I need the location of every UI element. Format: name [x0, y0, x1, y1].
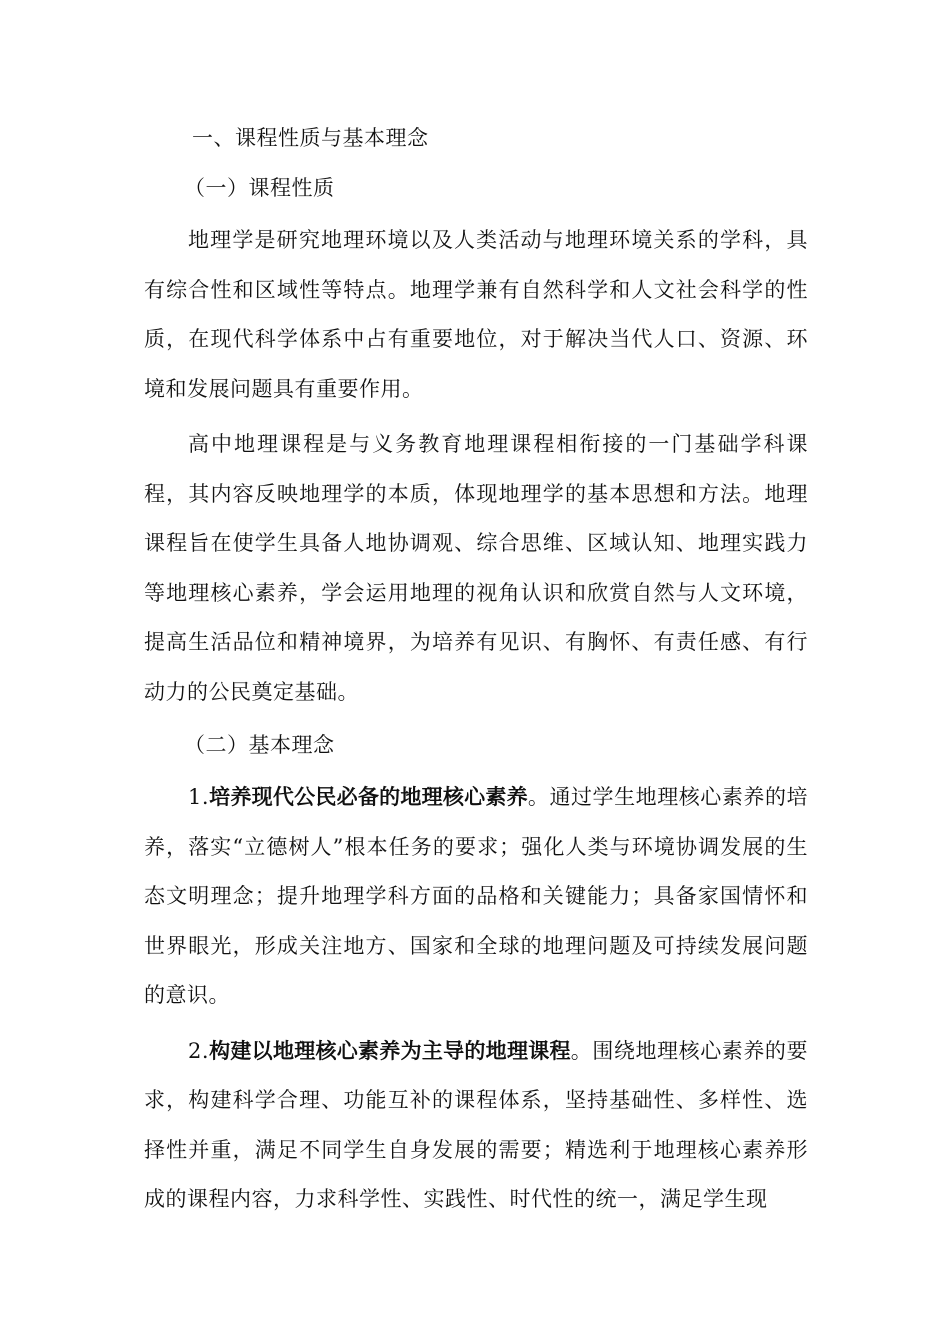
subsection-title-basic-concepts: （二）基本理念	[184, 733, 335, 757]
document-body	[144, 116, 808, 1231]
item-body-text: 。围绕地理核心素养的要求，构建科学合理、功能互补的课程体系，坚持基础性、多样性、选择性并重，满足不同学生自身发展的需要；精选利于地理核心素养形成的课程内容，力求科学性、实践性、时代性的统一，满足学生现	[144, 1038, 808, 1211]
section-title: 一、课程性质与基本理念	[192, 126, 429, 150]
item-bold-heading: 构建以地理核心素养为主导的地理课程	[209, 1038, 571, 1063]
item-number: 1.	[188, 785, 210, 809]
list-item-concept-2	[144, 1027, 808, 1225]
paragraph-high-school-course: 高中地理课程是与义务教育地理课程相衔接的一门基础学科课程，其内容反映地理学的本质，体现地理学的基本思想和方法。地理课程旨在使学生具备人地协调观、综合思维、区域认知、地理实践力等地理核心素养，学会运用地理的视角认识和欣赏自然与人文环境，提高生活品位和精神境界，为培养有见识、有胸怀、有责任感、有行动力的公民奠定基础。	[144, 432, 808, 704]
item-body-text: 。通过学生地理核心素养的培养，落实“立德树人”根本任务的要求；强化人类与环境协调发展的生态文明理念；提升地理学科方面的品格和关键能力；具备家国情怀和世界眼光，形成关注地方、国家和全球的地理问题及可持续发展问题的意识。	[144, 785, 809, 1007]
subsection-title-course-nature: （一）课程性质	[184, 176, 335, 200]
item-number: 2.	[188, 1038, 210, 1063]
item-bold-heading: 培养现代公民必备的地理核心素养	[209, 785, 528, 809]
list-item-concept-1	[144, 773, 808, 1021]
paragraph-geography-definition: 地理学是研究地理环境以及人类活动与地理环境关系的学科，具有综合性和区域性等特点。地理学兼有自然科学和人文社会科学的性质，在现代科学体系中占有重要地位，对于解决当代人口、资源、环境和发展问题具有重要作用。	[144, 228, 808, 401]
